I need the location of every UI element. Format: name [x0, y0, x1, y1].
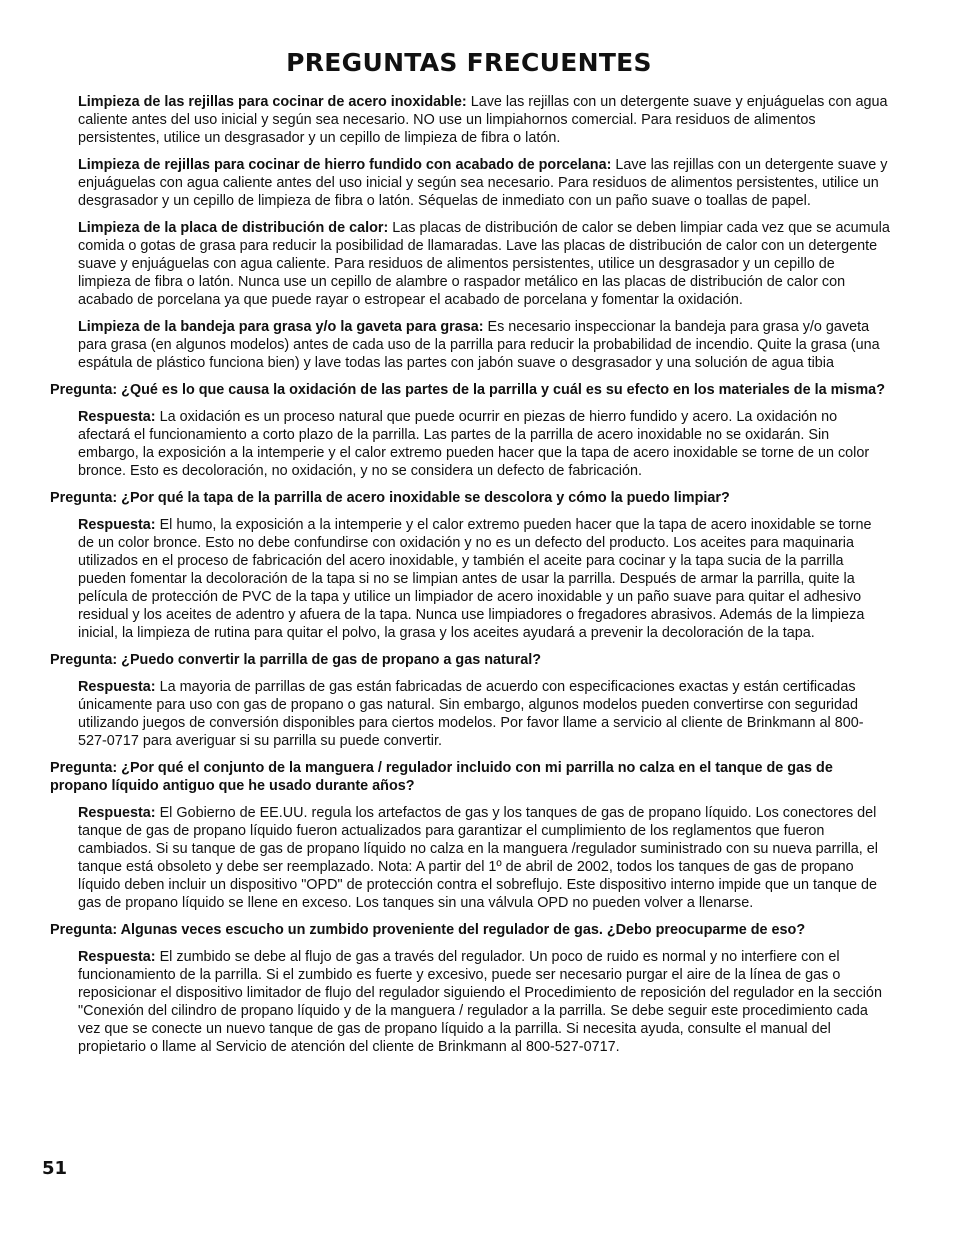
item-label: Limpieza de rejillas para cocinar de hierro fundido con acabado de porcelana:	[78, 157, 612, 173]
item-text: Las placas de distribución de calor se deben limpiar cada vez que se acumula comida o gotas de grasa para reducir la posibilidad de llamaradas. Lave las placas de distribución de calor con un detergente suave y enjuáguelas con agua caliente. Para residuos de alimentos persistentes, utilice un desgrasador y un cepillo de limpieza de fibra o latón. Nunca use un cepillo de alambre o raspador metálico en las placas de distribución de calor con acabado de porcelana ya que puede rayar o estropear el acabado de porcelana y fomentar la oxidación.	[78, 220, 890, 308]
cleaning-cast-iron-grates	[78, 156, 890, 210]
item-text: Lave las rejillas con un detergente suave y enjuáguelas con agua caliente antes del uso inicial y según sea necesario. Para residuos de alimentos persistentes, utilice un desgrasador y un cepillo de limpieza de fibra o latón. Séquelas de inmediato con un paño suave o toallas de papel.	[78, 157, 888, 209]
page-number: 51	[42, 1158, 68, 1179]
answer-label: Respuesta:	[78, 517, 156, 533]
answer-text: El humo, la exposición a la intemperie y el calor extremo pueden hacer que la tapa de acero inoxidable se torne de un color bronce. Esto no debe confundirse con oxidación y no es un defecto del producto. Los aceites para maquinaria utilizados en el proceso de fabricación del acero inoxidable, y también el aceite para cocinar y la tapa sucia de la parrilla pueden fomentar la decoloración de la tapa si no se limpian antes de usar la parrilla. Después de armar la parrilla, quite la película de protección de PVC de la tapa y utilice un limpiador de acero inoxidable y un paño suave para quitar el adhesivo residual y los aceites de adentro y afuera de la tapa. Nunca use limpiadores o fregadores abrasivos. Además de la limpieza inicial, la limpieza de rutina para quitar el polvo, la grasa y los aceites ayudará a prevenir la decoloración de la tapa.	[78, 517, 872, 641]
item-text: Lave las rejillas con un detergente suave y enjuáguelas con agua caliente antes del uso inicial y según sea necesario. NO use un limpiahornos comercial. Para residuos de alimentos persistentes, utilice un desgrasador y un cepillo de limpieza de fibra o latón.	[78, 94, 888, 146]
faq-answer	[78, 804, 890, 912]
answer-text: El Gobierno de EE.UU. regula los artefactos de gas y los tanques de gas de propano líquido. Los conectores del tanque de gas de propano líquido fueron actualizados para garantizar el cumplimiento de los reglamentos que fueron cambiados. Si su tanque de gas de propano líquido no calza en la manguera /regulador suministrado con su nueva parrilla, el tanque está obsoleto y debe ser reemplazado. Nota: A partir del 1º de abril de 2002, todos los tanques de gas de propano líquido deben incluir un dispositivo "OPD" de protección contra el sobreflujo. Este dispositivo interno impide que un tanque de gas de propano líquido se llene en exceso. Los tanques sin una válvula OPD no pueden volver a llenarse.	[78, 805, 878, 911]
faq-question: Pregunta: ¿Puedo convertir la parrilla de gas de propano a gas natural?	[50, 652, 541, 668]
faq-question: Pregunta: ¿Por qué la tapa de la parrilla de acero inoxidable se descolora y cómo la puedo limpiar?	[50, 490, 730, 506]
faq-question: Pregunta: ¿Qué es lo que causa la oxidación de las partes de la parrilla y cuál es su efecto en los materiales de la misma?	[50, 382, 885, 398]
answer-label: Respuesta:	[78, 805, 156, 821]
cleaning-heat-distribution-plate	[78, 219, 890, 309]
faq-answer	[78, 948, 890, 1056]
item-text: Es necesario inspeccionar la bandeja para grasa y/o gaveta para grasa (en algunos modelos) antes de cada uso de la parrilla para reducir la probabilidad de incendio. Quite la grasa (una espátula de plástico funciona bien) y lave todas las partes con jabón suave o desgrasador y una solución de agua tibia	[78, 319, 880, 371]
faq-answer	[78, 516, 890, 642]
page-title: PREGUNTAS FRECUENTES	[286, 48, 652, 77]
answer-label: Respuesta:	[78, 679, 156, 695]
faq-question: Pregunta: ¿Por qué el conjunto de la manguera / regulador incluido con mi parrilla no calza en el tanque de gas de propano líquido antiguo que he usado durante años?	[50, 760, 833, 794]
faq-question: Pregunta: Algunas veces escucho un zumbido proveniente del regulador de gas. ¿Debo preocuparme de eso?	[50, 922, 806, 938]
answer-text: El zumbido se debe al flujo de gas a través del regulador. Un poco de ruido es normal y no interfiere con el funcionamiento de la parrilla. Si el zumbido es fuerte y excesivo, puede ser necesario purgar el aire de la línea de gas o reposicionar el dispositivo limitador de flujo del regulador siguiendo el Procedimiento de reposición del regulador en la sección "Conexión del cilindro de propano líquido y de la manguera / regulador a la parrilla. Se debe seguir este procedimiento cada vez que se conecte un nuevo tanque de gas de propano líquido a la parrilla. Si necesita ayuda, consulte el manual del propietario o llame al Servicio de atención del cliente de Brinkmann al 800-527-0717.	[78, 949, 882, 1055]
answer-text: La mayoria de parrillas de gas están fabricadas de acuerdo con especificaciones exactas y están certificadas únicamente para uso con gas de propano o gas natural. Sin embargo, algunos modelos pueden convertirse con seguridad utilizando juegos de conversión disponibles para ciertos modelos. Por favor llame a servicio al cliente de Brinkmann al 800-527-0717 para averiguar si su parrilla su puede convertir.	[78, 679, 864, 749]
item-label: Limpieza de la placa de distribución de calor:	[78, 220, 389, 236]
faq-answer	[78, 408, 890, 480]
faq-answer	[78, 678, 890, 750]
item-label: Limpieza de la bandeja para grasa y/o la gaveta para grasa:	[78, 319, 484, 335]
document-body	[50, 93, 890, 1065]
cleaning-grease-tray	[78, 318, 890, 372]
answer-text: La oxidación es un proceso natural que puede ocurrir en piezas de hierro fundido y acero. La oxidación no afectará el funcionamiento a corto plazo de la parrilla. Las partes de la parrilla de acero inoxidable no se oxidarán. Sin embargo, la exposición a la intemperie y el calor extremo pueden hacer que la tapa de acero inoxidable se torne de un color bronce. Esto es decoloración, no oxidación, y no se considera un defecto de fabricación.	[78, 409, 870, 479]
item-label: Limpieza de las rejillas para cocinar de acero inoxidable:	[78, 94, 467, 110]
answer-label: Respuesta:	[78, 949, 156, 965]
cleaning-stainless-grates	[78, 93, 890, 147]
answer-label: Respuesta:	[78, 409, 156, 425]
